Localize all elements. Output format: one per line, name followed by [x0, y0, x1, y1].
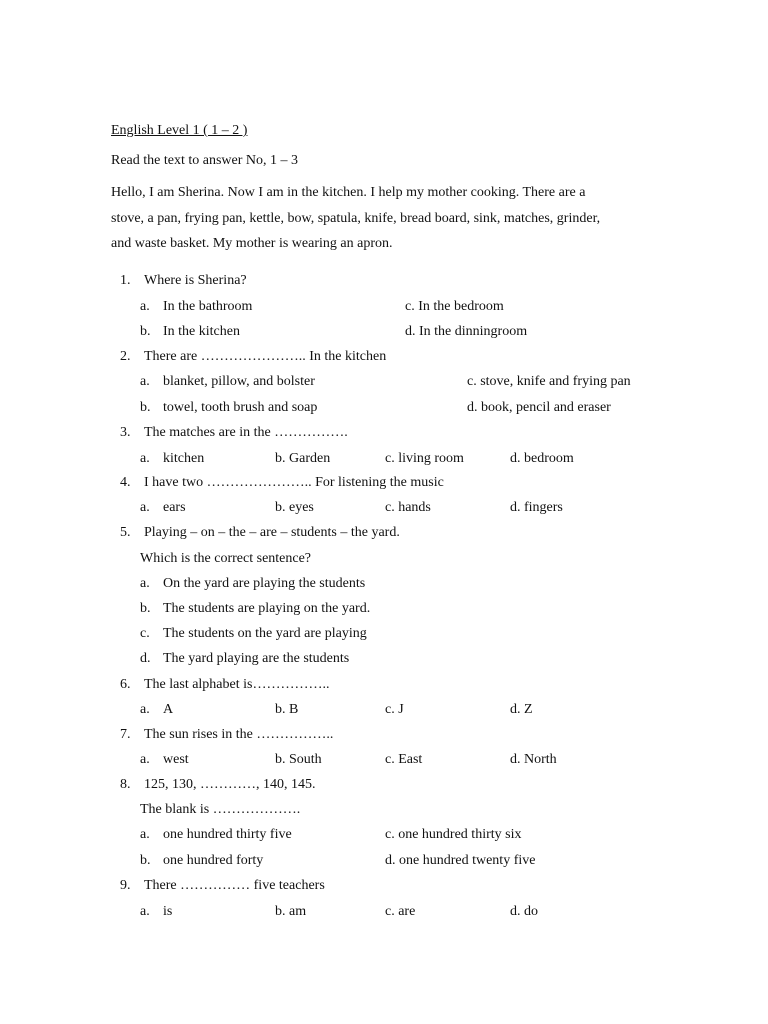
- option-letter: d.: [140, 651, 151, 666]
- option-letter: a.: [140, 904, 150, 919]
- option-text: In the bathroom: [163, 299, 253, 314]
- question-text: Playing – on – the – are – students – the yard.: [144, 525, 400, 540]
- passage-line-1: Hello, I am Sherina. Now I am in the kitchen. I help my mother cooking. There are a: [111, 185, 586, 200]
- option-text: The students are playing on the yard.: [163, 601, 371, 616]
- option-text: b. am: [275, 904, 307, 919]
- option-text: b. eyes: [275, 500, 314, 515]
- option-letter: a.: [140, 299, 150, 314]
- question-text: The last alphabet is……………..: [144, 677, 330, 692]
- question-number: 9.: [120, 878, 131, 893]
- question-number: 3.: [120, 425, 131, 440]
- option-text: d. In the dinningroom: [405, 324, 528, 339]
- question-number: 2.: [120, 349, 131, 364]
- question-text: There …………… five teachers: [144, 878, 325, 893]
- option-letter: a.: [140, 576, 150, 591]
- option-text: d. bedroom: [510, 451, 574, 466]
- option-text: one hundred thirty five: [163, 827, 292, 842]
- option-letter: a.: [140, 500, 150, 515]
- question-text: Where is Sherina?: [144, 273, 247, 288]
- question-number: 4.: [120, 475, 131, 490]
- option-text: On the yard are playing the students: [163, 576, 366, 591]
- option-letter: a.: [140, 752, 150, 767]
- question-subtext: The blank is ……………….: [140, 802, 301, 817]
- instruction-text: Read the text to answer No, 1 – 3: [111, 153, 299, 168]
- question-number: 5.: [120, 525, 131, 540]
- option-text: In the kitchen: [163, 324, 240, 339]
- option-text: blanket, pillow, and bolster: [163, 374, 315, 389]
- question-number: 7.: [120, 727, 131, 742]
- option-text: d. North: [510, 752, 557, 767]
- option-text: d. book, pencil and eraser: [467, 400, 611, 415]
- option-text: b. South: [275, 752, 322, 767]
- question-text: The sun rises in the ……………..: [144, 727, 334, 742]
- option-letter: b.: [140, 601, 151, 616]
- option-text: b. Garden: [275, 451, 331, 466]
- option-text: kitchen: [163, 451, 205, 466]
- option-text: ears: [163, 500, 186, 515]
- option-letter: c.: [140, 626, 150, 641]
- question-text: There are ………………….. In the kitchen: [144, 349, 387, 364]
- option-letter: a.: [140, 827, 150, 842]
- option-text: d. fingers: [510, 500, 563, 515]
- option-text: one hundred forty: [163, 853, 264, 868]
- question-subtext: Which is the correct sentence?: [140, 551, 312, 566]
- passage-line-2: stove, a pan, frying pan, kettle, bow, spatula, knife, bread board, sink, matches, grinder,: [111, 211, 601, 226]
- passage-line-3: and waste basket. My mother is wearing an apron.: [111, 236, 393, 251]
- question-number: 1.: [120, 273, 131, 288]
- option-text: c. one hundred thirty six: [385, 827, 522, 842]
- option-text: The yard playing are the students: [163, 651, 350, 666]
- option-text: c. hands: [385, 500, 431, 515]
- option-text: c. East: [385, 752, 423, 767]
- option-letter: b.: [140, 324, 151, 339]
- option-text: c. stove, knife and frying pan: [467, 374, 631, 389]
- option-letter: b.: [140, 400, 151, 415]
- option-text: is: [163, 904, 173, 919]
- option-letter: a.: [140, 451, 150, 466]
- option-text: c. J: [385, 702, 404, 717]
- question-text: The matches are in the …………….: [144, 425, 348, 440]
- option-text: d. one hundred twenty five: [385, 853, 536, 868]
- option-text: d. Z: [510, 702, 533, 717]
- option-text: towel, tooth brush and soap: [163, 400, 318, 415]
- option-letter: a.: [140, 702, 150, 717]
- document-title: English Level 1 ( 1 – 2 ): [111, 123, 248, 138]
- option-text: A: [163, 702, 174, 717]
- option-text: d. do: [510, 904, 538, 919]
- option-text: b. B: [275, 702, 299, 717]
- option-text: c. living room: [385, 451, 464, 466]
- question-number: 8.: [120, 777, 131, 792]
- option-letter: b.: [140, 853, 151, 868]
- option-text: west: [163, 752, 189, 767]
- question-text: I have two ………………….. For listening the music: [144, 475, 444, 490]
- option-text: c. In the bedroom: [405, 299, 504, 314]
- question-number: 6.: [120, 677, 131, 692]
- option-text: c. are: [385, 904, 416, 919]
- question-text: 125, 130, …………, 140, 145.: [144, 777, 316, 792]
- option-letter: a.: [140, 374, 150, 389]
- option-text: The students on the yard are playing: [163, 626, 367, 641]
